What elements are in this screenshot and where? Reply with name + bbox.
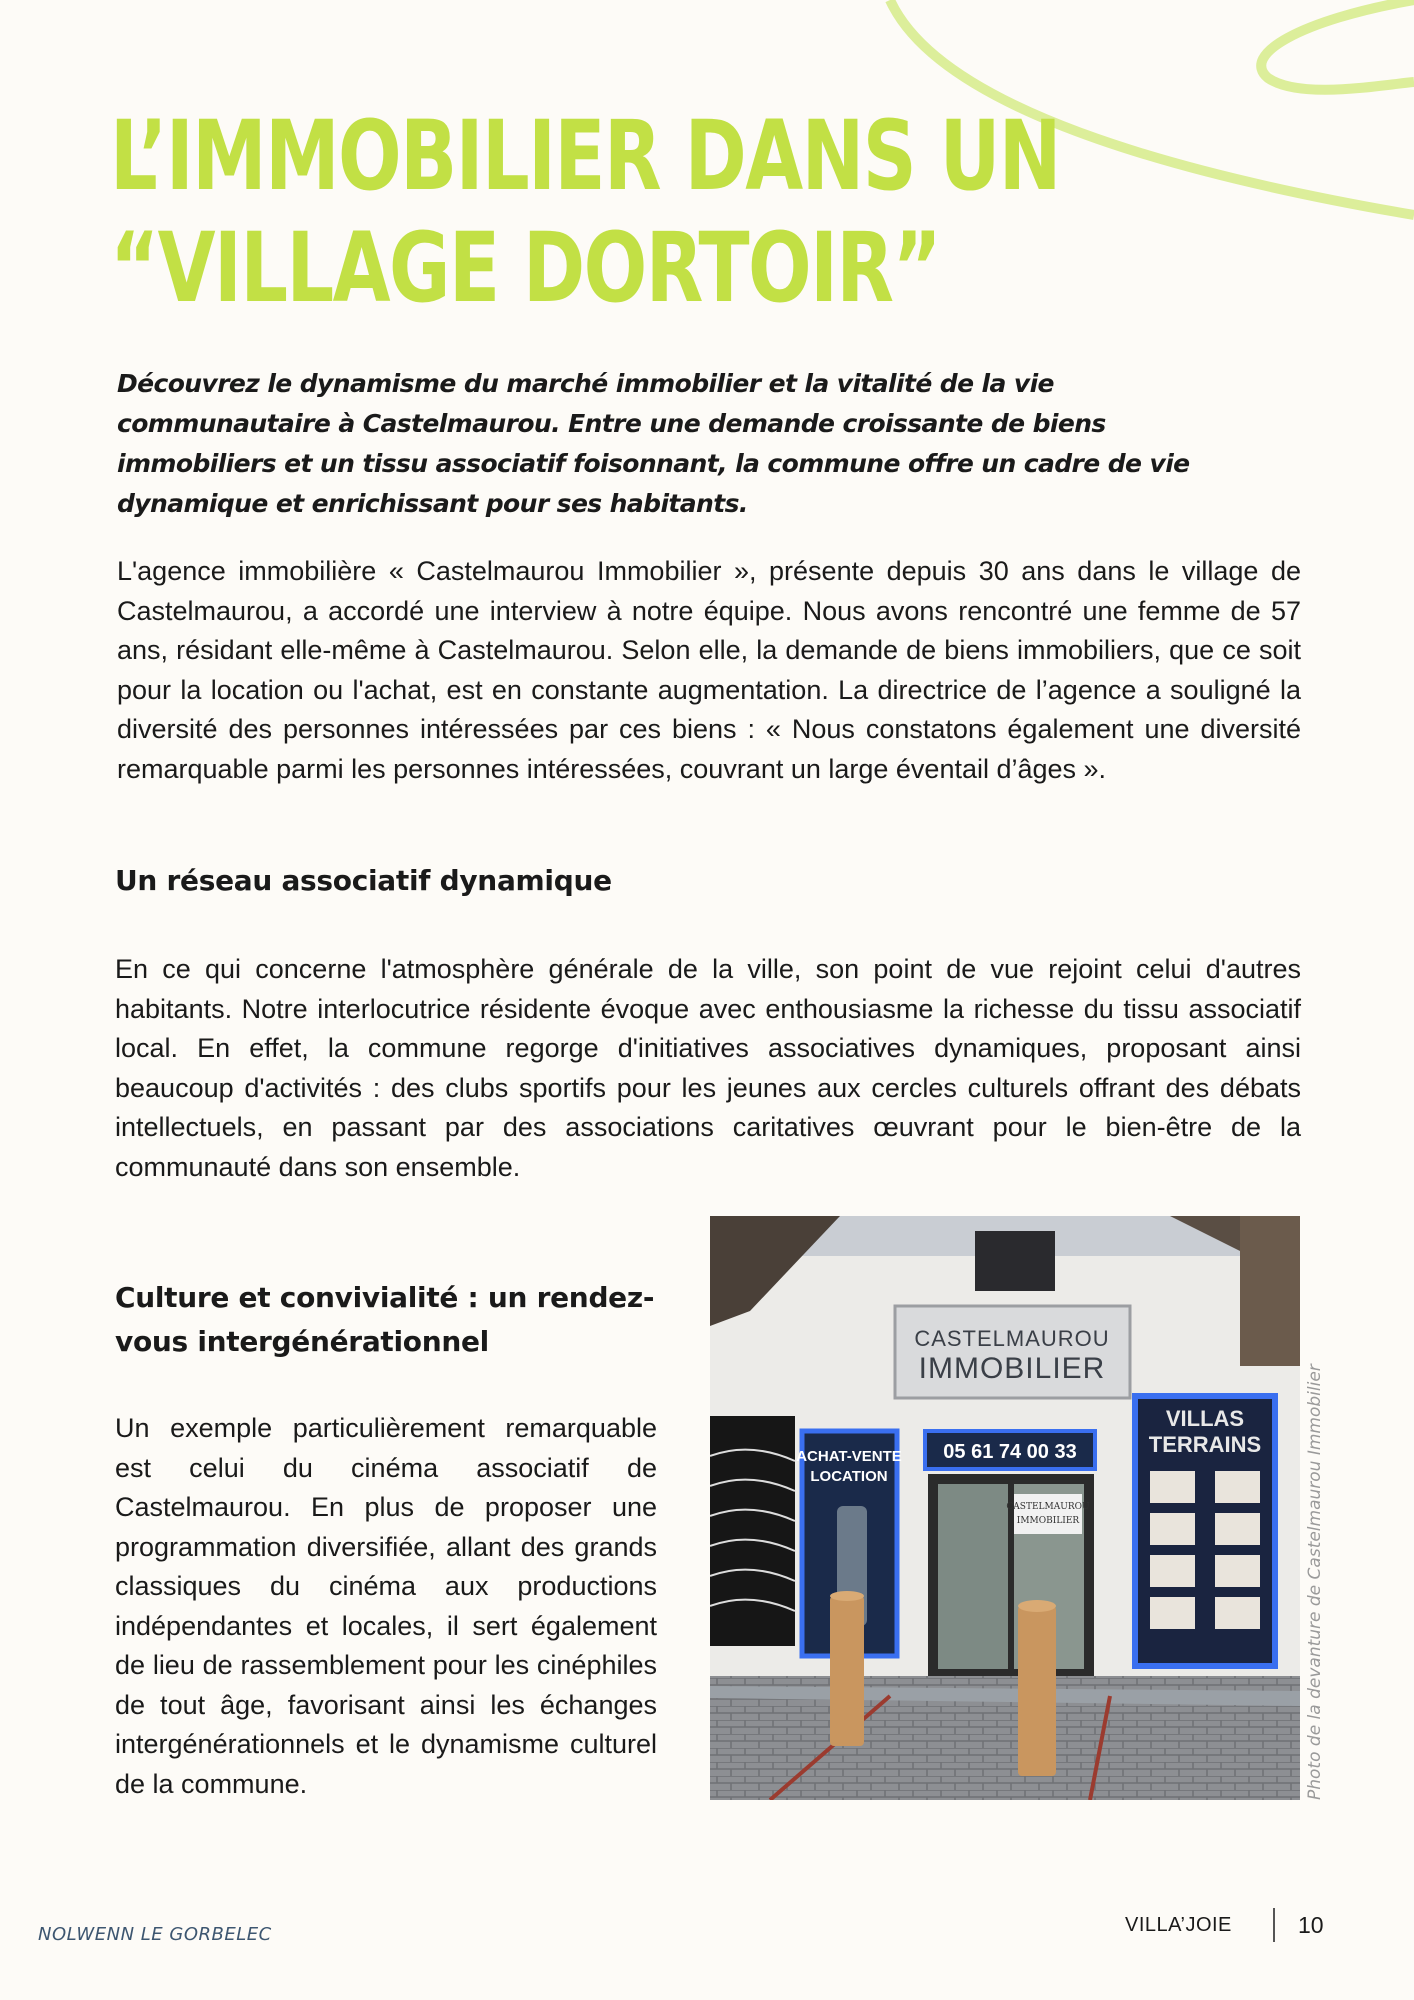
- right-window-line-1: VILLAS: [1165, 1406, 1245, 1431]
- storefront-photo: [710, 1216, 1300, 1800]
- heading-culture: Culture et convivialité : un rendez-vous intergénérationnel: [115, 1281, 655, 1358]
- paragraph-associations: En ce qui concerne l'atmosphère générale de la ville, son point de vue rejoint celui d'autres habitants. Notre interlocutrice résidente évoque avec enthousiasme la richesse du tissu associatif local. En effet, la commune regorge d'initiatives associatives dynamiques, proposant ainsi beaucoup d'activités : des clubs sportifs pour les jeunes aux cercles culturels offrant des débats intellectuels, en passant par des associations caritatives œuvrant pour le bien-être de la communauté dans son ensemble.: [115, 954, 1301, 1182]
- right-window-line-2: TERRAINS: [1148, 1432, 1262, 1457]
- door-sign-line-1: CASTELMAUROU: [1006, 1502, 1090, 1512]
- photo-caption: Photo de la devanture de Castelmaurou Immobilier: [1305, 1364, 1325, 1800]
- intro-lead: Découvrez le dynamisme du marché immobilier et la vitalité de la vie communautaire à Castelmaurou. Entre une demande croissante de biens immobiliers et un tissu associatif foisonnant, la commune offre un cadre de vie dynamique et enrichissant pour ses habitants.: [117, 369, 1190, 518]
- left-window-line-1: ACHAT-VENTE: [796, 1448, 902, 1465]
- phone-number: 05 61 74 00 33: [943, 1441, 1077, 1463]
- page-number: 10: [1298, 1912, 1324, 1938]
- door-sign-line-2: IMMOBILIER: [1016, 1516, 1080, 1526]
- left-window-line-2: LOCATION: [810, 1468, 888, 1485]
- paragraph-cinema: Un exemple particulièrement remarquable est celui du cinéma associatif de Castelmaurou. En plus de proposer une programmation diversifiée, allant des grands classiques du cinéma aux productions indépendantes et locales, il sert également de lieu de rassemblement pour les cinéphiles de tout âge, favorisant ainsi les échanges intergénérationnels et le dynamisme culturel de la commune.: [115, 1413, 657, 1799]
- footer-divider: [1273, 1908, 1275, 1942]
- title-line-2: “VILLAGE DORTOIR”: [110, 212, 941, 324]
- heading-associations: Un réseau associatif dynamique: [115, 864, 612, 897]
- footer-author: NOLWENN LE GORBELEC: [38, 1924, 272, 1945]
- title-line-1: L’IMMOBILIER DANS UN: [110, 100, 1060, 212]
- page-title: [110, 100, 1060, 324]
- sign-line-1: CASTELMAUROU: [914, 1326, 1110, 1351]
- footer-magazine: VILLA’JOIE: [1125, 1914, 1232, 1936]
- paragraph-agency: L'agence immobilière « Castelmaurou Immobilier », présente depuis 30 ans dans le village de Castelmaurou, a accordé une interview à notre équipe. Nous avons rencontré une femme de 57 ans, résidant elle-même à Castelmaurou. Selon elle, la demande de biens immobiliers, que ce soit pour la location ou l'achat, est en constante augmentation. La directrice de l’agence a souligné la diversité des personnes intéressées par ces biens : « Nous constatons également une diversité remarquable parmi les personnes intéressées, couvrant un large éventail d’âges ».: [117, 556, 1301, 784]
- sign-line-2: IMMOBILIER: [918, 1352, 1106, 1385]
